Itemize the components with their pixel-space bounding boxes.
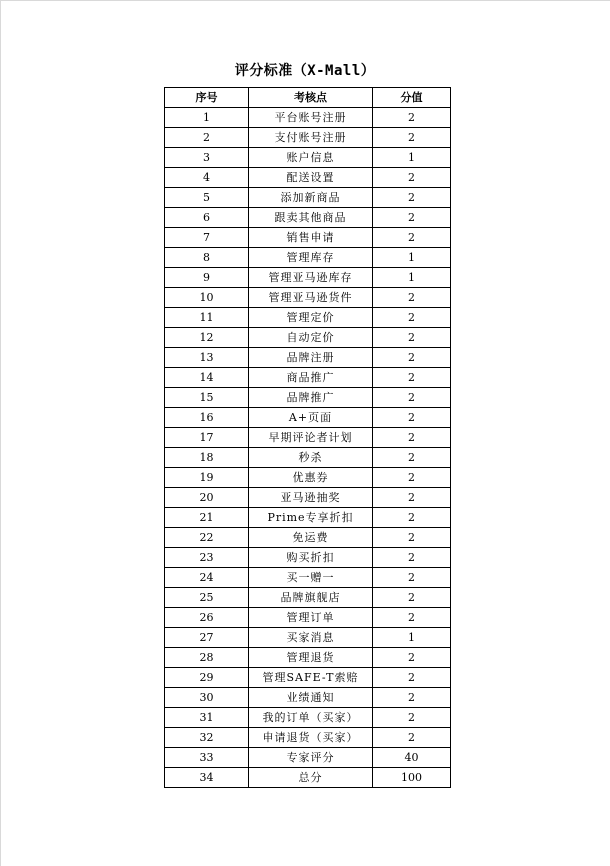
row-score-cell: 2 [373, 188, 451, 208]
row-item-cell: 自动定价 [249, 328, 373, 348]
table-row [165, 408, 451, 428]
row-seq-cell: 5 [165, 188, 249, 208]
row-item-cell: 管理退货 [249, 648, 373, 668]
row-seq-cell: 10 [165, 288, 249, 308]
row-seq-cell: 12 [165, 328, 249, 348]
table-row [165, 368, 451, 388]
table-row [165, 608, 451, 628]
row-seq-cell: 20 [165, 488, 249, 508]
table-row [165, 488, 451, 508]
row-score-cell: 2 [373, 388, 451, 408]
row-score-cell: 2 [373, 448, 451, 468]
row-seq-cell: 1 [165, 108, 249, 128]
table-row [165, 448, 451, 468]
row-seq-cell: 26 [165, 608, 249, 628]
row-item-cell: 管理订单 [249, 608, 373, 628]
row-item-cell: 管理亚马逊库存 [249, 268, 373, 288]
row-seq-cell: 23 [165, 548, 249, 568]
row-score-cell: 2 [373, 568, 451, 588]
row-score-cell: 2 [373, 368, 451, 388]
row-item-cell: 管理定价 [249, 308, 373, 328]
row-score-cell: 2 [373, 348, 451, 368]
row-seq-cell: 27 [165, 628, 249, 648]
table-row [165, 128, 451, 148]
row-score-cell: 2 [373, 288, 451, 308]
table-row [165, 208, 451, 228]
table-row [165, 288, 451, 308]
row-seq-cell: 30 [165, 688, 249, 708]
row-score-cell: 2 [373, 548, 451, 568]
table-row [165, 648, 451, 668]
row-score-cell: 2 [373, 588, 451, 608]
row-seq-cell: 18 [165, 448, 249, 468]
table-row [165, 468, 451, 488]
row-item-cell: 品牌旗舰店 [249, 588, 373, 608]
row-seq-cell: 17 [165, 428, 249, 448]
grading-table [164, 87, 451, 788]
row-seq-cell: 31 [165, 708, 249, 728]
row-item-cell: 我的订单（买家） [249, 708, 373, 728]
table-row [165, 248, 451, 268]
row-item-cell: 免运费 [249, 528, 373, 548]
header-item: 考核点 [249, 88, 373, 108]
row-item-cell: 买一赠一 [249, 568, 373, 588]
row-score-cell: 40 [373, 748, 451, 768]
row-item-cell: 添加新商品 [249, 188, 373, 208]
row-item-cell: 亚马逊抽奖 [249, 488, 373, 508]
table-row [165, 508, 451, 528]
row-seq-cell: 6 [165, 208, 249, 228]
row-item-cell: 总分 [249, 768, 373, 788]
row-score-cell: 2 [373, 168, 451, 188]
table-row [165, 308, 451, 328]
table-row [165, 588, 451, 608]
row-seq-cell: 24 [165, 568, 249, 588]
row-item-cell: 账户信息 [249, 148, 373, 168]
table-row [165, 268, 451, 288]
table-row [165, 188, 451, 208]
row-score-cell: 2 [373, 468, 451, 488]
row-seq-cell: 13 [165, 348, 249, 368]
row-item-cell: 买家消息 [249, 628, 373, 648]
row-seq-cell: 28 [165, 648, 249, 668]
row-item-cell: 购买折扣 [249, 548, 373, 568]
table-row [165, 348, 451, 368]
row-score-cell: 1 [373, 148, 451, 168]
row-seq-cell: 25 [165, 588, 249, 608]
row-score-cell: 2 [373, 648, 451, 668]
table-body [165, 108, 451, 788]
row-score-cell: 2 [373, 488, 451, 508]
row-item-cell: 销售申请 [249, 228, 373, 248]
table-row [165, 328, 451, 348]
row-item-cell: 管理库存 [249, 248, 373, 268]
row-seq-cell: 15 [165, 388, 249, 408]
row-item-cell: 品牌注册 [249, 348, 373, 368]
row-seq-cell: 19 [165, 468, 249, 488]
table-row [165, 568, 451, 588]
table-row [165, 388, 451, 408]
row-item-cell: 专家评分 [249, 748, 373, 768]
row-seq-cell: 7 [165, 228, 249, 248]
table-row [165, 168, 451, 188]
row-item-cell: 管理亚马逊货件 [249, 288, 373, 308]
row-item-cell: 早期评论者计划 [249, 428, 373, 448]
row-item-cell: Prime专享折扣 [249, 508, 373, 528]
row-score-cell: 2 [373, 528, 451, 548]
row-item-cell: A+页面 [249, 408, 373, 428]
table-row [165, 148, 451, 168]
row-seq-cell: 4 [165, 168, 249, 188]
row-seq-cell: 3 [165, 148, 249, 168]
row-item-cell: 优惠券 [249, 468, 373, 488]
table-row [165, 528, 451, 548]
row-score-cell: 2 [373, 108, 451, 128]
table-row [165, 708, 451, 728]
row-seq-cell: 11 [165, 308, 249, 328]
row-seq-cell: 16 [165, 408, 249, 428]
row-item-cell: 品牌推广 [249, 388, 373, 408]
row-item-cell: 业绩通知 [249, 688, 373, 708]
row-score-cell: 2 [373, 128, 451, 148]
table-row [165, 688, 451, 708]
page-edge-top [0, 0, 610, 1]
row-seq-cell: 9 [165, 268, 249, 288]
row-score-cell: 2 [373, 408, 451, 428]
row-score-cell: 1 [373, 628, 451, 648]
table-row [165, 628, 451, 648]
row-item-cell: 支付账号注册 [249, 128, 373, 148]
table-row [165, 768, 451, 788]
document-title: 评分标准（X-Mall） [234, 63, 376, 79]
row-item-cell: 跟卖其他商品 [249, 208, 373, 228]
table-row [165, 228, 451, 248]
row-score-cell: 2 [373, 708, 451, 728]
row-seq-cell: 2 [165, 128, 249, 148]
table-header-row [165, 88, 451, 108]
row-score-cell: 2 [373, 428, 451, 448]
row-seq-cell: 29 [165, 668, 249, 688]
row-score-cell: 2 [373, 308, 451, 328]
row-score-cell: 2 [373, 208, 451, 228]
row-score-cell: 1 [373, 248, 451, 268]
row-score-cell: 2 [373, 688, 451, 708]
row-seq-cell: 22 [165, 528, 249, 548]
row-score-cell: 2 [373, 608, 451, 628]
header-score: 分值 [373, 88, 451, 108]
row-score-cell: 2 [373, 728, 451, 748]
row-item-cell: 秒杀 [249, 448, 373, 468]
row-seq-cell: 32 [165, 728, 249, 748]
table-row [165, 548, 451, 568]
row-seq-cell: 33 [165, 748, 249, 768]
page-edge-left [0, 0, 1, 866]
row-item-cell: 管理SAFE-T索赔 [249, 668, 373, 688]
header-seq: 序号 [165, 88, 249, 108]
row-score-cell: 2 [373, 508, 451, 528]
row-seq-cell: 8 [165, 248, 249, 268]
row-score-cell: 2 [373, 228, 451, 248]
row-item-cell: 平台账号注册 [249, 108, 373, 128]
table-row [165, 108, 451, 128]
row-seq-cell: 34 [165, 768, 249, 788]
table-row [165, 668, 451, 688]
row-item-cell: 配送设置 [249, 168, 373, 188]
table-row [165, 728, 451, 748]
row-item-cell: 商品推广 [249, 368, 373, 388]
row-score-cell: 100 [373, 768, 451, 788]
table-row [165, 748, 451, 768]
table-row [165, 428, 451, 448]
row-seq-cell: 21 [165, 508, 249, 528]
row-score-cell: 2 [373, 668, 451, 688]
row-score-cell: 2 [373, 328, 451, 348]
row-seq-cell: 14 [165, 368, 249, 388]
row-score-cell: 1 [373, 268, 451, 288]
row-item-cell: 申请退货（买家） [249, 728, 373, 748]
